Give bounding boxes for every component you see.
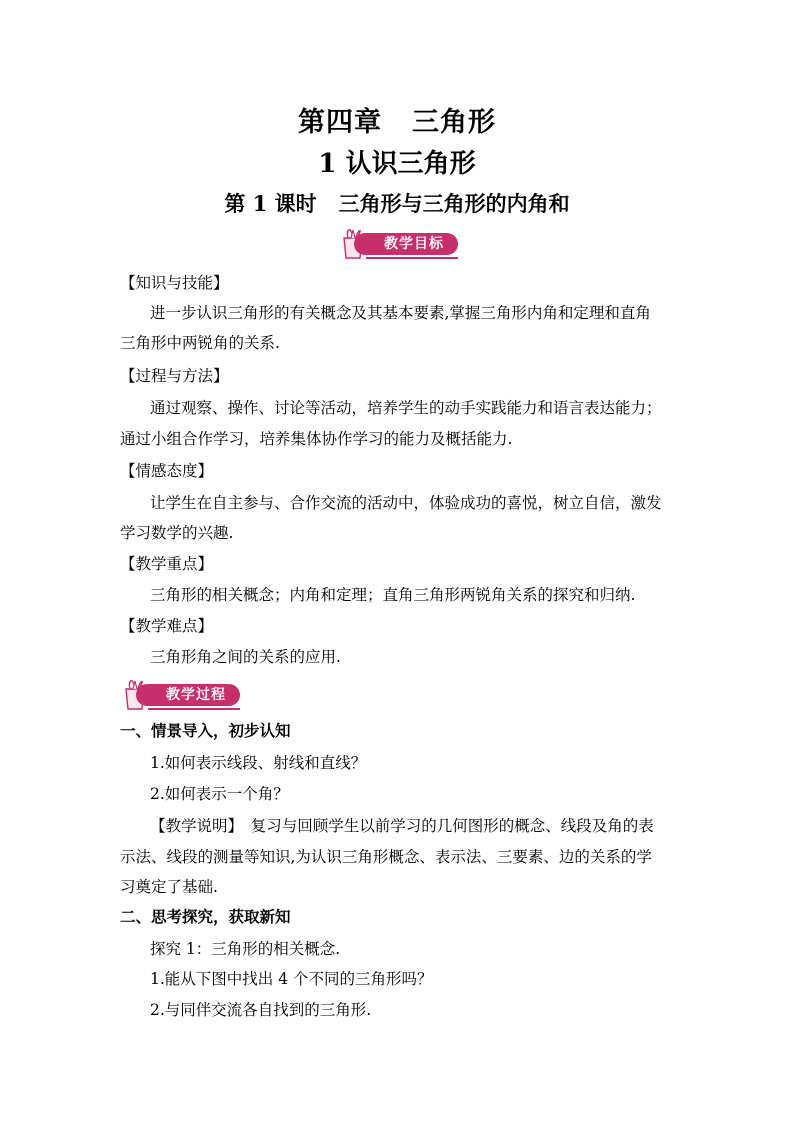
teaching-note-1: 【教学说明】 复习与回顾学生以前学习的几何图形的概念、线段及角的表: [150, 817, 654, 835]
process-method-text-2: 通过小组合作学习，培养集体协作学习的能力及概括能力.: [120, 430, 513, 448]
emotion-text-2: 学习数学的兴趣.: [120, 524, 234, 542]
explore-1: 探究 1：三角形的相关概念.: [150, 940, 341, 958]
process-badge-underline: [148, 708, 240, 710]
process-method-heading: 【过程与方法】: [120, 367, 229, 385]
question-2: 2.如何表示一个角？: [150, 785, 289, 803]
explore-question-1: 1.能从下图中找出 4 个不同的三角形吗？: [150, 970, 433, 988]
chapter-number: 第四章: [298, 107, 382, 138]
emotion-text-1: 让学生在自主参与、合作交流的活动中，体验成功的喜悦，树立自信，激发: [150, 494, 662, 512]
process-badge: [118, 681, 248, 709]
part1-heading: 一、情景导入，初步认知: [120, 721, 291, 740]
lesson-title: [0, 188, 794, 218]
question-1: 1.如何表示线段、射线和直线？: [150, 754, 367, 772]
teaching-note-2: 示法、线段的测量等知识,为认识三角形概念、表示法、三要素、边的关系的学: [120, 848, 652, 866]
part2-heading: 二、思考探究，获取新知: [120, 907, 291, 926]
chapter-title: [0, 100, 794, 139]
knowledge-heading: 【知识与技能】: [120, 274, 229, 292]
key-points-text: 三角形的相关概念；内角和定理；直角三角形两锐角关系的探究和归纳.: [150, 586, 636, 604]
goals-badge-label: 教学目标: [354, 233, 458, 255]
process-badge-label: 教学过程: [136, 684, 240, 706]
knowledge-text-1: 进一步认识三角形的有关概念及其基本要素,掌握三角形内角和定理和直角: [150, 304, 651, 322]
difficulty-text: 三角形角之间的关系的应用.: [150, 648, 341, 666]
difficulty-heading: 【教学难点】: [120, 617, 214, 635]
teaching-note-3: 习奠定了基础.: [120, 878, 218, 896]
emotion-heading: 【情感态度】: [120, 462, 214, 480]
lesson-name: 三角形与三角形的内角和: [338, 191, 570, 216]
knowledge-text-2: 三角形中两锐角的关系.: [120, 334, 280, 352]
chapter-name: 三角形: [412, 107, 496, 138]
key-points-heading: 【教学重点】: [120, 555, 214, 573]
goals-badge-underline: [366, 257, 458, 259]
section-title: 1 认识三角形: [318, 149, 476, 179]
explore-question-2: 2.与同伴交流各自找到的三角形.: [150, 1001, 372, 1019]
process-method-text-1: 通过观察、操作、讨论等活动，培养学生的动手实践能力和语言表达能力；: [150, 399, 662, 417]
goals-badge: [336, 230, 466, 258]
lesson-number: 第 1 课时: [224, 191, 317, 216]
